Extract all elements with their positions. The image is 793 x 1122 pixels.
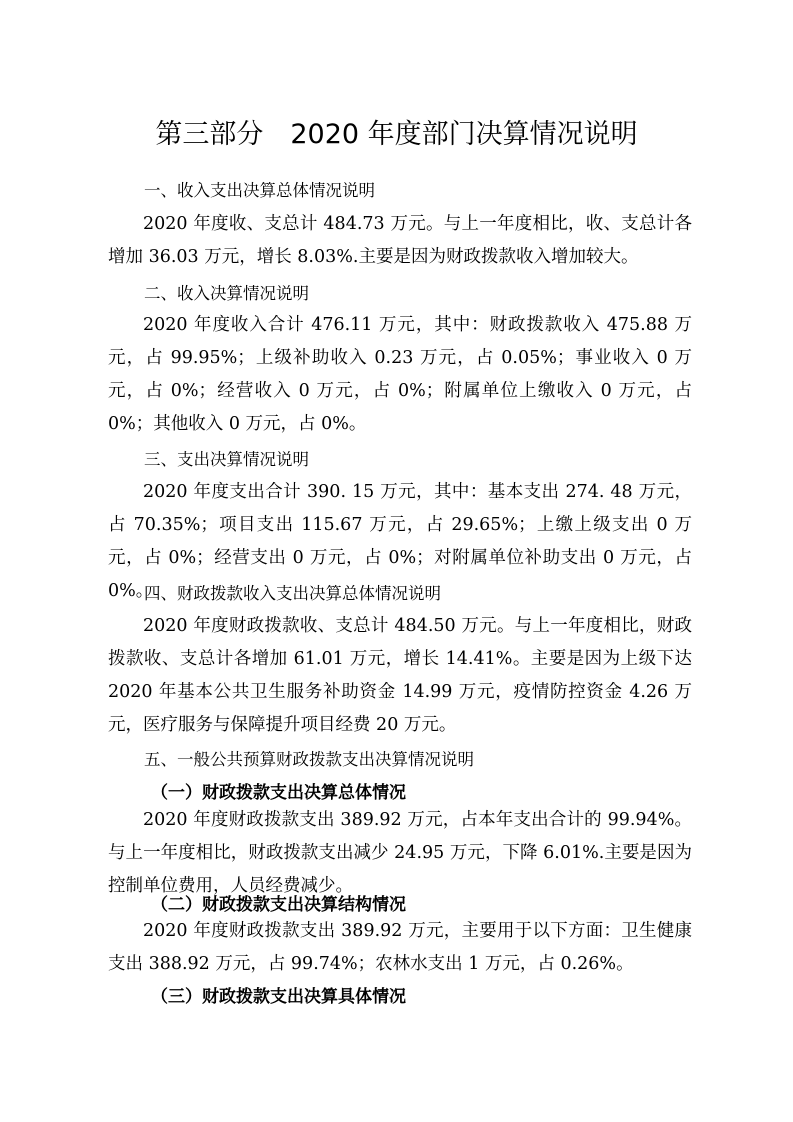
subsection-body-2: 2020 年度财政拨款支出 389.92 万元，主要用于以下方面：卫生健康支出 388.92 万元，占 99.74%；农林水支出 1 万元，占 0.26%。 [108, 921, 692, 974]
section-heading-2: 二、收入决算情况说明 [144, 284, 309, 303]
section-body-1: 2020 年度收、支总计 484.73 万元。与上一年度相比，收、支总计各增加 36.03 万元，增长 8.03%.主要是因为财政拨款收入增加较大。 [108, 214, 692, 267]
section-heading-4: 四、财政拨款收入支出决算总体情况说明 [144, 584, 441, 603]
subsection-body-1: 2020 年度财政拨款支出 389.92 万元，占本年支出合计的 99.94%。与上一年度相比，财政拨款支出减少 24.95 万元，下降 6.01%.主要是因为控制单位费用，人员经费减少。 [108, 810, 692, 896]
subsection-heading-3: （三）财政拨款支出决算具体情况 [151, 987, 406, 1007]
section-body-4: 2020 年度财政拨款收、支总计 484.50 万元。与上一年度相比，财政拨款收、支总计各增加 61.01 万元，增长 14.41%。主要是因为上级下达 2020 年基本公共卫生服务补助资金 14.99 万元，疫情防控资金 4.26 万元，医疗服务与保障提升项目经费 20 万元。 [108, 616, 692, 735]
subsection-heading-1: （一）财政拨款支出决算总体情况 [151, 783, 406, 803]
section-heading-3: 三、支出决算情况说明 [144, 450, 309, 469]
section-heading-1: 一、收入支出决算总体情况说明 [144, 181, 375, 200]
section-body-3: 2020 年度支出合计 390. 15 万元，其中：基本支出 274. 48 万元，占 70.35%；项目支出 115.67 万元，占 29.65%；上缴上级支出 0 万元，占 0%；经营支出 0 万元，占 0%；对附属单位补助支出 0 万元，占 0%。 [108, 482, 692, 601]
section-body-2: 2020 年度收入合计 476.11 万元，其中：财政拨款收入 475.88 万元，占 99.95%；上级补助收入 0.23 万元，占 0.05%；事业收入 0 万元，占 0%；经营收入 0 万元，占 0%；附属单位上缴收入 0 万元，占 0%；其他收入 0 万元，占 0%。 [108, 315, 692, 434]
section-heading-5: 五、一般公共预算财政拨款支出决算情况说明 [144, 750, 474, 769]
subsection-heading-2: （二）财政拨款支出决算结构情况 [151, 895, 406, 915]
page-title: 第三部分 2020 年度部门决算情况说明 [155, 119, 638, 150]
